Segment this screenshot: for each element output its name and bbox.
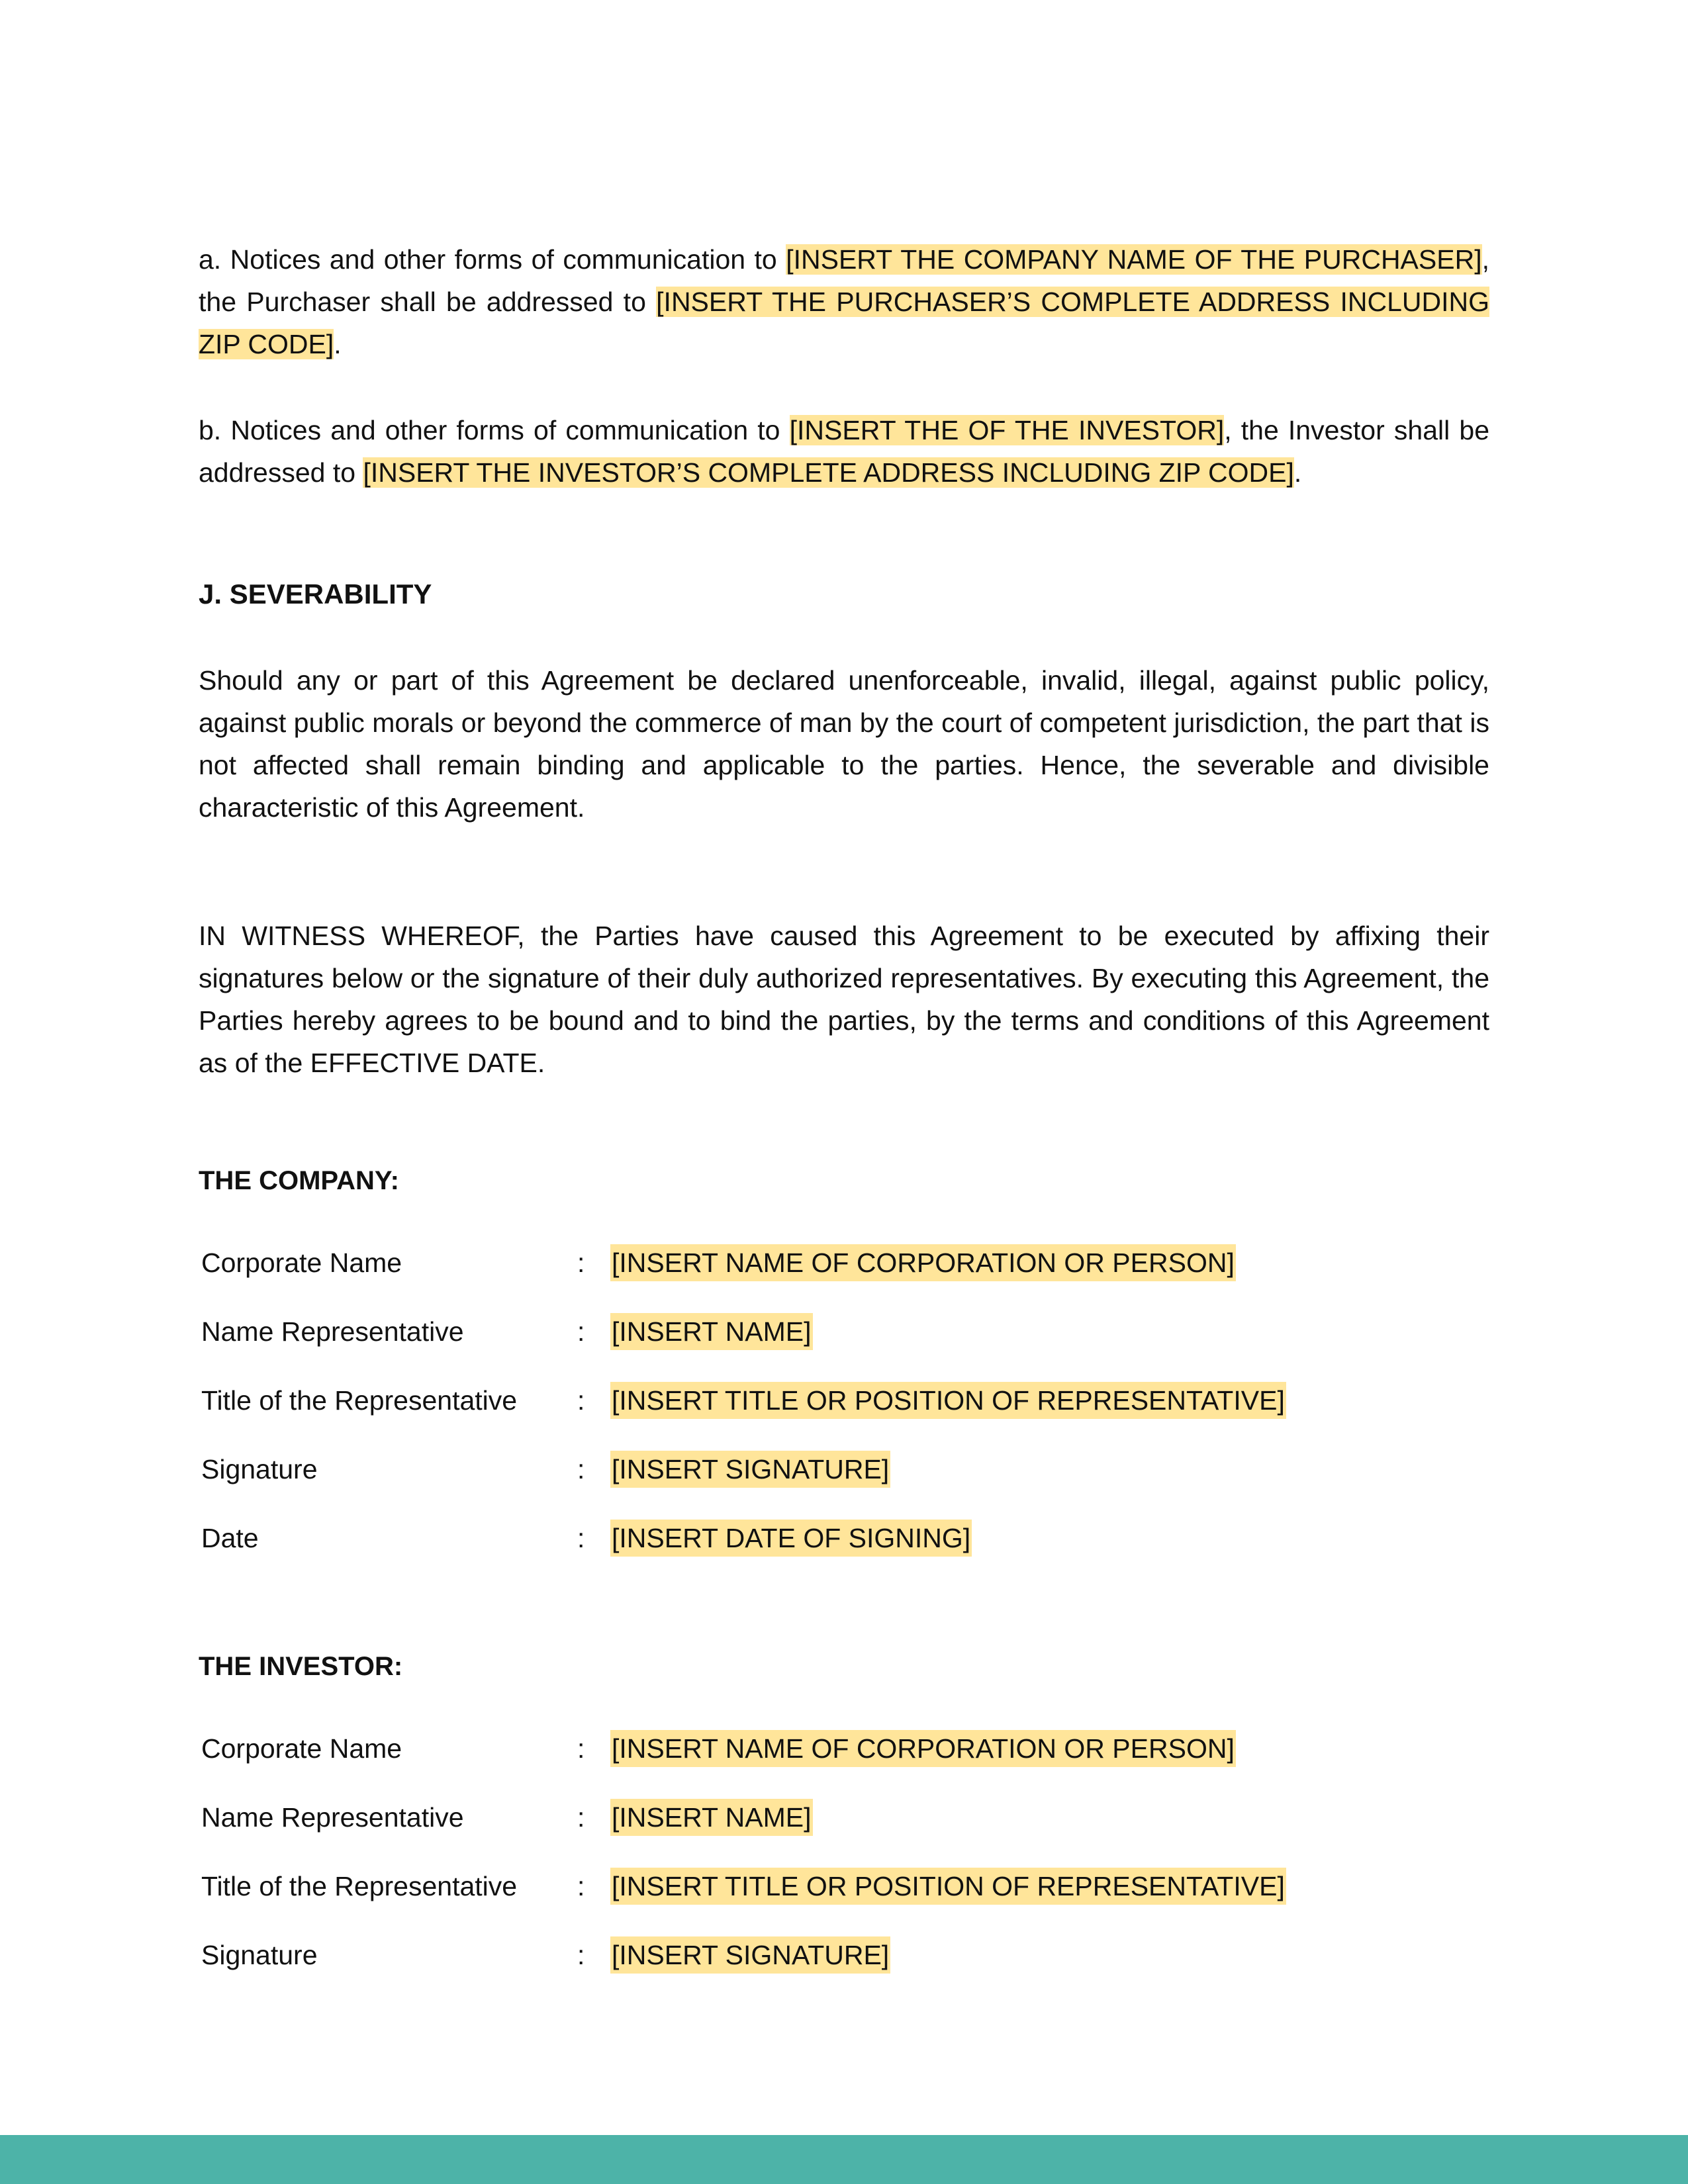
field-colon: : (577, 1385, 585, 1416)
company-row-name-representative (199, 1297, 1489, 1366)
company-row-corporate-name (199, 1228, 1489, 1297)
investor-row-signature (199, 1921, 1489, 1989)
field-label: Name Representative (201, 1316, 464, 1347)
notice-a-prefix: a. Notices and other forms of communication to (199, 244, 786, 275)
company-row-signature (199, 1435, 1489, 1504)
corporate-name-placeholder[interactable]: [INSERT NAME OF CORPORATION OR PERSON] (610, 1244, 1236, 1281)
company-row-date (199, 1504, 1489, 1572)
field-label: Title of the Representative (201, 1870, 518, 1901)
field-colon: : (577, 1247, 585, 1278)
field-colon: : (577, 1316, 585, 1347)
signature-placeholder[interactable]: [INSERT SIGNATURE] (610, 1936, 890, 1974)
company-signature-table (199, 1228, 1489, 1572)
purchaser-company-placeholder[interactable]: [INSERT THE COMPANY NAME OF THE PURCHASER] (786, 244, 1482, 275)
company-row-title (199, 1366, 1489, 1435)
field-label: Name Representative (201, 1801, 464, 1833)
field-label: Title of the Representative (201, 1385, 518, 1416)
field-label: Signature (201, 1939, 318, 1970)
notice-a-suffix: . (334, 329, 342, 359)
investor-signature-table (199, 1714, 1489, 1989)
field-colon: : (577, 1522, 585, 1553)
corporate-name-placeholder[interactable]: [INSERT NAME OF CORPORATION OR PERSON] (610, 1730, 1236, 1767)
field-colon: : (577, 1870, 585, 1901)
severability-paragraph: Should any or part of this Agreement be declared unenforceable, invalid, illegal, against public policy, against public morals or beyond the commerce of man by the court of competent jurisdiction, the part that is not affected shall remain binding and applicable to the parties. Hence, the severable and divisible characteristic of this Agreement. (199, 665, 1489, 823)
investor-row-corporate-name (199, 1714, 1489, 1783)
field-label: Date (201, 1522, 259, 1553)
representative-title-placeholder[interactable]: [INSERT TITLE OR POSITION OF REPRESENTATIVE] (610, 1868, 1286, 1905)
field-colon: : (577, 1733, 585, 1764)
notice-b-middle: , the Investor shall be addressed to (199, 415, 1489, 488)
signature-placeholder[interactable]: [INSERT SIGNATURE] (610, 1451, 890, 1488)
field-label: Corporate Name (201, 1733, 402, 1764)
witness-paragraph: IN WITNESS WHEREOF, the Parties have caused this Agreement to be executed by affixing their signatures below or the signature of their duly authorized representatives. By executing this Agreement, the Parties hereby agrees to be bound and to bind the parties, by the terms and conditions of this Agreement as of the EFFECTIVE DATE. (199, 921, 1489, 1078)
severability-heading: J. SEVERABILITY (199, 578, 432, 610)
representative-name-placeholder[interactable]: [INSERT NAME] (610, 1799, 813, 1836)
investor-address-placeholder[interactable]: [INSERT THE INVESTOR’S COMPLETE ADDRESS INCLUDING ZIP CODE] (363, 457, 1294, 488)
investor-row-title (199, 1852, 1489, 1921)
notice-a-middle: , the Purchaser shall be addressed to (199, 244, 1490, 317)
field-colon: : (577, 1801, 585, 1833)
investor-heading: THE INVESTOR: (199, 1652, 403, 1681)
purchaser-address-placeholder[interactable]: [INSERT THE PURCHASER’S COMPLETE ADDRESS INCLUDING ZIP CODE] (199, 287, 1489, 359)
representative-name-placeholder[interactable]: [INSERT NAME] (610, 1313, 813, 1350)
notice-a-paragraph (199, 238, 1489, 365)
field-colon: : (577, 1453, 585, 1484)
field-label: Signature (201, 1453, 318, 1484)
investor-name-placeholder[interactable]: [INSERT THE OF THE INVESTOR] (789, 415, 1225, 445)
notice-b-paragraph (199, 409, 1489, 494)
notice-b-suffix: . (1293, 457, 1302, 488)
company-heading: THE COMPANY: (199, 1166, 399, 1195)
date-placeholder[interactable]: [INSERT DATE OF SIGNING] (610, 1520, 972, 1557)
investor-row-name-representative (199, 1783, 1489, 1852)
field-label: Corporate Name (201, 1247, 402, 1278)
document-page (199, 238, 1489, 1989)
representative-title-placeholder[interactable]: [INSERT TITLE OR POSITION OF REPRESENTATIVE] (610, 1382, 1286, 1419)
field-colon: : (577, 1939, 585, 1970)
notice-b-prefix: b. Notices and other forms of communication to (199, 415, 790, 445)
footer-color-bar (0, 2135, 1688, 2184)
